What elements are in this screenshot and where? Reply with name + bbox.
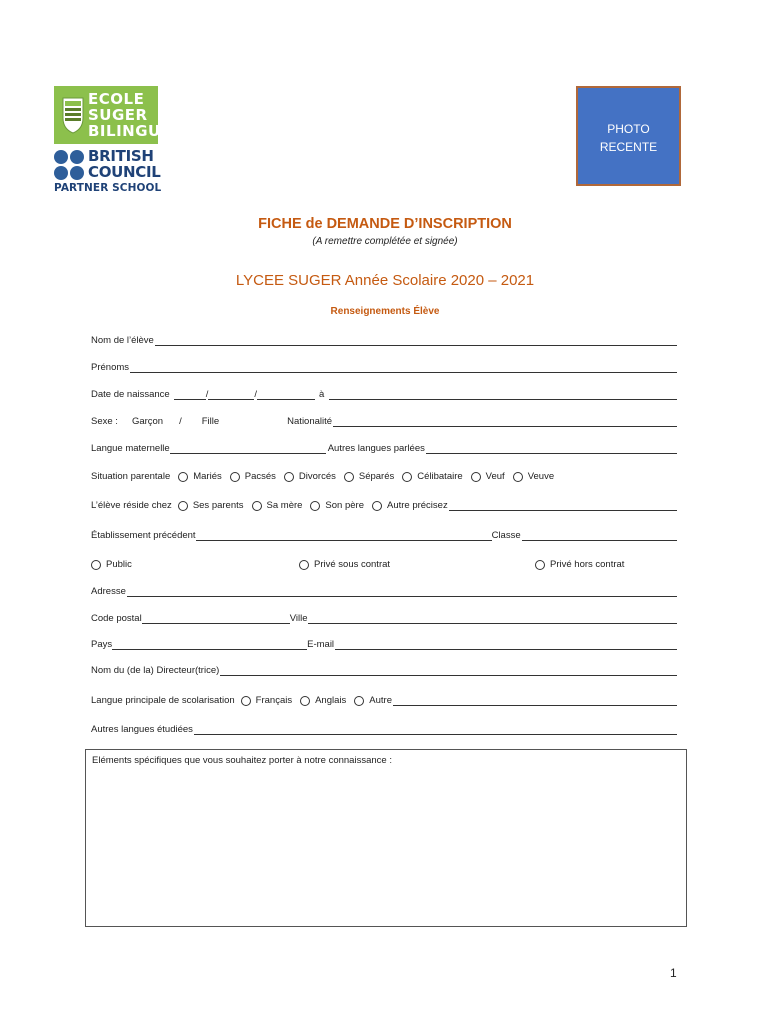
radio-icon xyxy=(402,472,412,482)
option-francais[interactable]: Français xyxy=(241,695,292,706)
council-text: BRITISH COUNCIL xyxy=(88,147,161,181)
langue-scol-label: Langue principale de scolarisation xyxy=(91,695,235,706)
option-son-pere[interactable]: Son père xyxy=(310,500,364,511)
form-title: FICHE de DEMANDE D’INSCRIPTION xyxy=(258,216,512,232)
langue-row xyxy=(91,440,678,454)
pays-label: Pays xyxy=(91,639,113,650)
nationalite-label: Nationalité xyxy=(287,416,333,427)
classe-label: Classe xyxy=(491,530,521,541)
code-postal-field[interactable] xyxy=(142,614,290,624)
radio-icon xyxy=(91,560,101,570)
directeur-row xyxy=(91,662,678,676)
reside-autre-field[interactable] xyxy=(449,501,677,511)
radio-icon xyxy=(513,472,523,482)
radio-icon xyxy=(241,696,251,706)
situation-row xyxy=(91,468,678,482)
birth-year-field[interactable] xyxy=(257,390,315,400)
pays-row xyxy=(91,636,678,650)
pays-field[interactable] xyxy=(112,640,307,650)
email-label: E-mail xyxy=(307,639,335,650)
autres-langues-field[interactable] xyxy=(426,444,677,454)
partner-school-text: PARTNER SCHOOL xyxy=(54,182,162,194)
naissance-row xyxy=(91,386,678,400)
radio-icon xyxy=(535,560,545,570)
autres-etudiees-row xyxy=(91,721,678,735)
option-celibataire[interactable]: Célibataire xyxy=(402,471,462,482)
nom-row xyxy=(91,332,678,346)
birth-place-field[interactable] xyxy=(329,390,677,400)
sexe-separator: / xyxy=(179,416,182,427)
school-logo-text: ECOLE SUGER BILINGUE xyxy=(88,90,172,140)
radio-icon xyxy=(300,696,310,706)
date-separator: / xyxy=(205,389,209,400)
radio-icon xyxy=(178,472,188,482)
option-prive-hors-contrat[interactable]: Privé hors contrat xyxy=(535,559,624,570)
radio-icon xyxy=(284,472,294,482)
etablissement-row xyxy=(91,527,678,541)
autres-etudiees-label: Autres langues étudiées xyxy=(91,724,193,735)
dots-icon xyxy=(54,150,86,182)
langue-scol-row xyxy=(91,692,678,706)
option-pacses[interactable]: Pacsés xyxy=(230,471,276,482)
langue-maternelle-label: Langue maternelle xyxy=(91,443,170,454)
autres-langues-label: Autres langues parlées xyxy=(327,443,425,454)
option-veuf[interactable]: Veuf xyxy=(471,471,505,482)
option-ses-parents[interactable]: Ses parents xyxy=(178,500,244,511)
ville-field[interactable] xyxy=(308,614,677,624)
radio-icon xyxy=(344,472,354,482)
radio-icon xyxy=(372,501,382,511)
directeur-field[interactable] xyxy=(220,666,677,676)
nationalite-field[interactable] xyxy=(333,417,677,427)
section-heading: Renseignements Élève xyxy=(330,306,440,317)
option-autre[interactable]: Autre xyxy=(354,695,392,706)
option-prive-sous-contrat[interactable]: Privé sous contrat xyxy=(299,559,527,570)
prenoms-row xyxy=(91,359,678,373)
radio-icon xyxy=(230,472,240,482)
adresse-label: Adresse xyxy=(91,586,126,597)
langue-scol-autre-field[interactable] xyxy=(393,696,677,706)
code-postal-label: Code postal xyxy=(91,613,142,624)
etablissement-label: Établissement précédent xyxy=(91,530,196,541)
code-postal-row xyxy=(91,610,678,624)
adresse-field[interactable] xyxy=(127,587,677,597)
birth-day-field[interactable] xyxy=(174,390,206,400)
prenoms-label: Prénoms xyxy=(91,362,130,373)
prenoms-field[interactable] xyxy=(130,363,677,373)
radio-icon xyxy=(471,472,481,482)
option-autre-precisez[interactable]: Autre précisez xyxy=(372,500,448,511)
date-separator: / xyxy=(254,389,257,400)
ville-label: Ville xyxy=(289,613,308,624)
option-anglais[interactable]: Anglais xyxy=(300,695,346,706)
classe-field[interactable] xyxy=(522,531,677,541)
option-garcon[interactable]: Garçon xyxy=(131,416,164,427)
situation-label: Situation parentale xyxy=(91,471,171,482)
birth-month-field[interactable] xyxy=(205,389,254,400)
etab-type-row xyxy=(91,556,678,570)
form-subtitle: (A remettre complétée et signée) xyxy=(312,236,458,247)
photo-placeholder: PHOTO RECENTE xyxy=(576,86,681,186)
directeur-label: Nom du (de la) Directeur(trice) xyxy=(91,665,220,676)
option-sa-mere[interactable]: Sa mère xyxy=(252,500,303,511)
birth-place-label: à xyxy=(318,389,325,400)
option-veuve[interactable]: Veuve xyxy=(513,471,554,482)
british-council-logo xyxy=(54,148,164,198)
school-year-heading: LYCEE SUGER Année Scolaire 2020 – 2021 xyxy=(235,272,535,289)
langue-maternelle-field[interactable] xyxy=(170,444,326,454)
reside-label: L’élève réside chez xyxy=(91,500,172,511)
radio-icon xyxy=(354,696,364,706)
option-separes[interactable]: Séparés xyxy=(344,471,394,482)
option-fille[interactable]: Fille xyxy=(201,416,220,427)
radio-icon xyxy=(252,501,262,511)
etablissement-field[interactable] xyxy=(196,531,492,541)
notes-label: Eléments spécifiques que vous souhaitez porter à notre connaissance : xyxy=(92,755,392,766)
radio-icon xyxy=(310,501,320,511)
sexe-label: Sexe : xyxy=(91,416,118,427)
school-logo xyxy=(54,86,172,144)
option-public[interactable]: Public xyxy=(91,559,291,570)
email-field[interactable] xyxy=(335,640,677,650)
crest-icon xyxy=(60,94,86,134)
radio-icon xyxy=(299,560,309,570)
notes-box[interactable] xyxy=(85,749,687,927)
reside-row xyxy=(91,497,678,511)
radio-icon xyxy=(178,501,188,511)
nom-label: Nom de l’élève xyxy=(91,335,154,346)
page-number: 1 xyxy=(670,966,677,980)
option-divorces[interactable]: Divorcés xyxy=(284,471,336,482)
autres-etudiees-field[interactable] xyxy=(194,725,677,735)
nom-field[interactable] xyxy=(155,336,677,346)
sexe-row xyxy=(91,413,678,427)
naissance-label: Date de naissance xyxy=(91,389,170,400)
option-maries[interactable]: Mariés xyxy=(178,471,222,482)
adresse-row xyxy=(91,583,678,597)
